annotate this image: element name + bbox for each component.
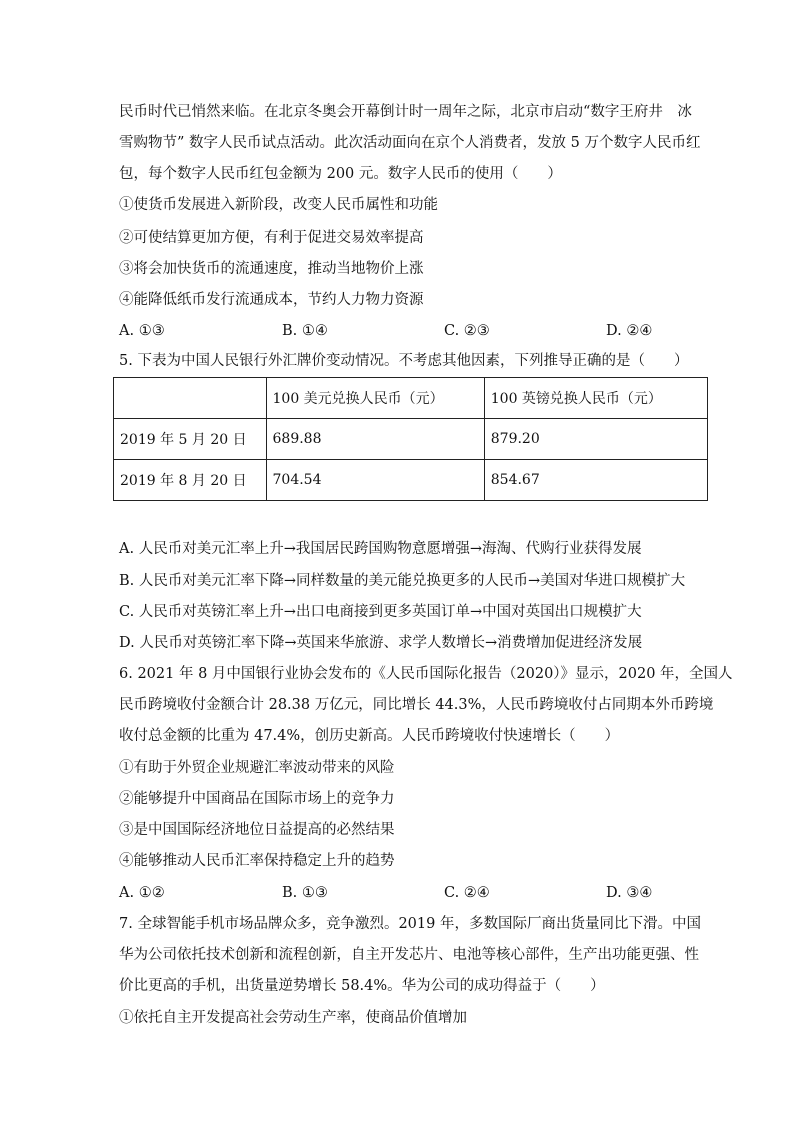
table-row	[114, 460, 708, 501]
table-header-cell: 100 英镑兑换人民币（元）	[484, 378, 707, 419]
q7-stem-line: 7. 全球智能手机市场品牌众多，竞争激烈。2019 年，多数国际厂商出货量同比下滑。中国	[119, 916, 701, 932]
q7-stem-line: 价比更高的手机，出货量逆势增长 58.4%。华为公司的成功得益于（ ）	[119, 978, 605, 994]
q7-stem-line: 华为公司依托技术创新和流程创新，自主开发芯片、电池等核心部件，生产出功能更强、性	[119, 947, 699, 963]
table-cell-usd: 704.54	[266, 460, 484, 501]
q5-stem: 5. 下表为中国人民银行外汇牌价变动情况。不考虑其他因素，下列推导正确的是（ ）	[119, 353, 689, 369]
q6-item: ①有助于外贸企业规避汇率波动带来的风险	[119, 760, 395, 776]
q6-option-d[interactable]: D. ③④	[606, 885, 653, 901]
table-row	[114, 419, 708, 460]
table-cell-date: 2019 年 5 月 20 日	[114, 419, 267, 460]
table-cell-gbp: 854.67	[484, 460, 707, 501]
q4-stem-line: 雪购物节” 数字人民币试点活动。此次活动面向在京个人消费者，发放 5 万个数字人民币红	[119, 135, 701, 151]
q6-item: ④能够推动人民币汇率保持稳定上升的趋势	[119, 853, 395, 869]
q6-stem-line: 6. 2021 年 8 月中国银行业协会发布的《人民币国际化报告（2020）》显示，2020 年，全国人	[119, 666, 733, 682]
q7-item: ①依托自主开发提高社会劳动生产率，使商品价值增加	[119, 1010, 467, 1026]
q6-item: ③是中国国际经济地位日益提高的必然结果	[119, 822, 395, 838]
table-cell-date: 2019 年 8 月 20 日	[114, 460, 267, 501]
q6-option-c[interactable]: C. ②④	[444, 885, 490, 901]
q4-item: ④能降低纸币发行流通成本，节约人力物力资源	[119, 292, 424, 308]
table-header-cell	[114, 378, 267, 419]
q4-option-d[interactable]: D. ②④	[606, 323, 653, 339]
q5-option-d[interactable]: D. 人民币对英镑汇率下降→英国来华旅游、求学人数增长→消费增加促进经济发展	[119, 635, 643, 651]
q4-stem-line: 包，每个数字人民币红包金额为 200 元。数字人民币的使用（ ）	[119, 166, 562, 182]
q5-option-b[interactable]: B. 人民币对美元汇率下降→同样数量的美元能兑换更多的人民币→美国对华进口规模扩大	[119, 573, 686, 589]
table-header-cell: 100 美元兑换人民币（元）	[266, 378, 484, 419]
table-cell-gbp: 879.20	[484, 419, 707, 460]
q4-option-c[interactable]: C. ②③	[444, 323, 490, 339]
q6-option-b[interactable]: B. ①③	[282, 885, 328, 901]
q5-option-a[interactable]: A. 人民币对美元汇率上升→我国居民跨国购物意愿增强→海淘、代购行业获得发展	[119, 541, 642, 557]
q5-option-c[interactable]: C. 人民币对英镑汇率上升→出口电商接到更多英国订单→中国对英国出口规模扩大	[119, 604, 642, 620]
q4-option-a[interactable]: A. ①③	[119, 323, 165, 339]
q4-item: ①使货币发展进入新阶段，改变人民币属性和功能	[119, 197, 438, 213]
q6-stem-line: 民币跨境收付金额合计 28.38 万亿元，同比增长 44.3%，人民币跨境收付占同期本外币跨境	[119, 697, 714, 713]
q6-stem-line: 收付总金额的比重为 47.4%，创历史新高。人民币跨境收付快速增长（ ）	[119, 728, 620, 744]
q6-option-a[interactable]: A. ①②	[119, 885, 165, 901]
table-header-row	[114, 378, 708, 419]
table-cell-usd: 689.88	[266, 419, 484, 460]
exchange-rate-table	[113, 377, 708, 501]
q4-item: ③将会加快货币的流通速度，推动当地物价上涨	[119, 261, 424, 277]
q4-item: ②可使结算更加方便，有利于促进交易效率提高	[119, 230, 424, 246]
q6-item: ②能够提升中国商品在国际市场上的竞争力	[119, 791, 395, 807]
q4-option-b[interactable]: B. ①④	[282, 323, 328, 339]
q4-stem-line: 民币时代已悄然来临。在北京冬奥会开幕倒计时一周年之际，北京市启动“数字王府井 冰	[119, 104, 692, 120]
